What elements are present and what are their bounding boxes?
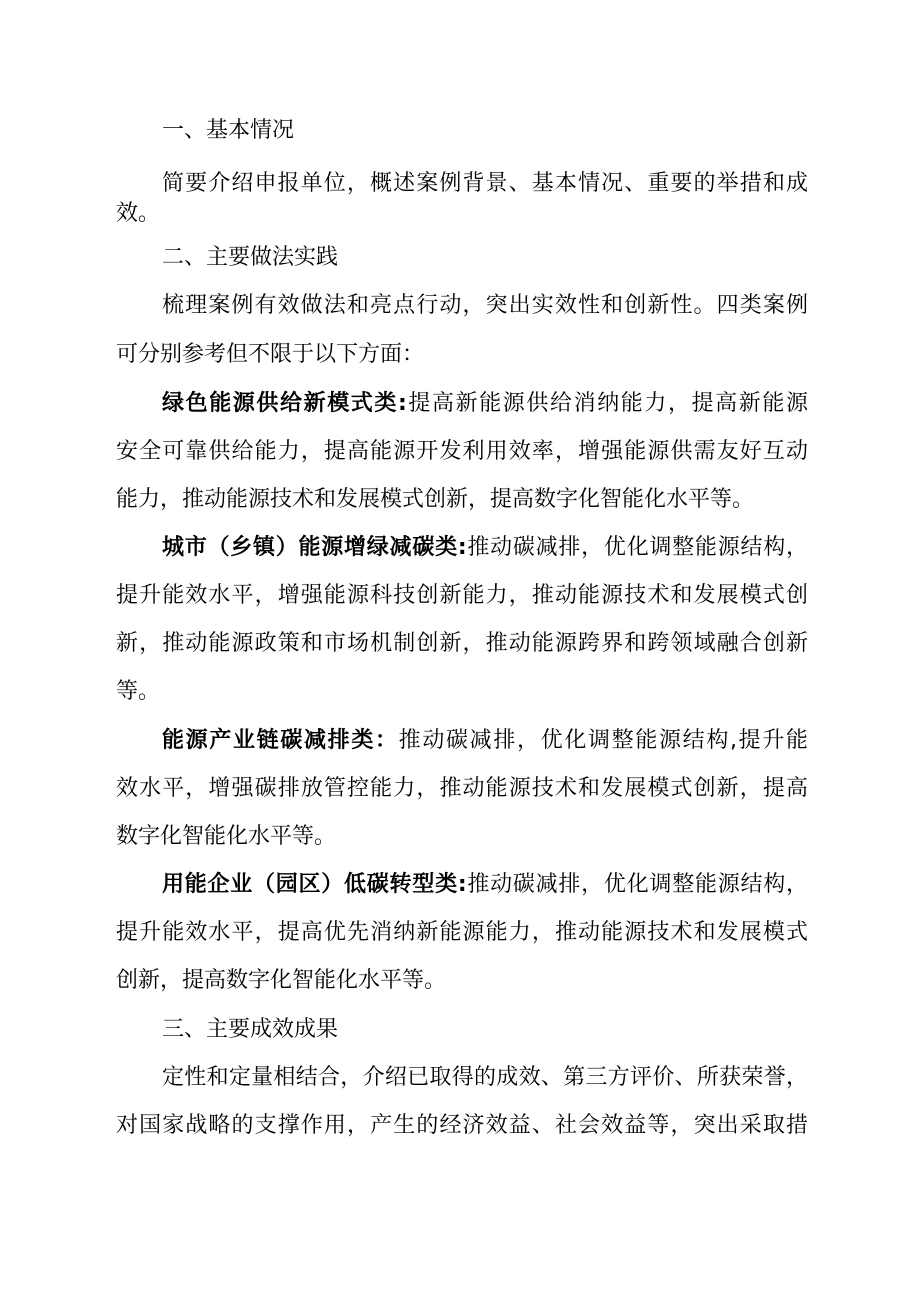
category-title: 城市（乡镇）能源增绿减碳类:: [162, 535, 467, 560]
category-text: 推动碳减排，优化调整能源结构，: [466, 872, 808, 897]
category-text: 推动碳减排，优化调整能源结构,提升能: [398, 728, 808, 753]
category-text: 提高新能源供给消纳能力，提高新能源: [406, 391, 808, 416]
category-green-supply: [162, 389, 808, 419]
paragraph-line: 创新，提高数字化智能化水平等。: [116, 968, 447, 993]
paragraph-line: 效。: [116, 201, 161, 226]
section-heading-3: 三、主要成效成果: [162, 1017, 339, 1042]
category-text: 推动碳减排，优化调整能源结构，: [466, 535, 808, 560]
paragraph-line: 提升能效水平，提高优先消纳新能源能力，推动能源技术和发展模式: [116, 920, 808, 945]
category-urban-energy: [162, 533, 808, 563]
paragraph-line: 新，推动能源政策和市场机制创新，推动能源跨界和跨领域融合创新: [116, 631, 808, 656]
paragraph-line: 安全可靠供给能力，提高能源开发利用效率，增强能源供需友好互动: [116, 439, 808, 464]
section-heading-2: 二、主要做法实践: [162, 245, 339, 270]
category-title: 用能企业（园区）低碳转型类:: [162, 872, 467, 897]
paragraph-line: 简要介绍申报单位，概述案例背景、基本情况、重要的举措和成: [162, 171, 808, 196]
category-title: 绿色能源供给新模式类:: [162, 391, 407, 416]
paragraph-line: 效水平，增强碳排放管控能力，推动能源技术和发展模式创新，提高: [116, 776, 808, 801]
paragraph-line: 可分别参考但不限于以下方面：: [116, 342, 425, 367]
paragraph-line: 等。: [116, 679, 161, 704]
paragraph-line: 梳理案例有效做法和亮点行动，突出实效性和创新性。四类案例: [162, 293, 808, 318]
category-industry-chain: [162, 726, 808, 756]
category-title: 能源产业链碳减排类：: [162, 728, 399, 753]
paragraph-line: 数字化智能化水平等。: [116, 824, 337, 849]
section-heading-1: 一、基本情况: [162, 118, 295, 143]
paragraph-line: 提升能效水平，增强能源科技创新能力，推动能源技术和发展模式创: [116, 583, 808, 608]
paragraph-line: 能力，推动能源技术和发展模式创新，提高数字化智能化水平等。: [116, 487, 755, 512]
paragraph-line: 定性和定量相结合，介绍已取得的成效、第三方评价、所获荣誉，: [162, 1065, 808, 1090]
paragraph-line: 对国家战略的支撑作用，产生的经济效益、社会效益等，突出采取措: [116, 1113, 808, 1138]
category-enterprise-park: [162, 870, 808, 900]
